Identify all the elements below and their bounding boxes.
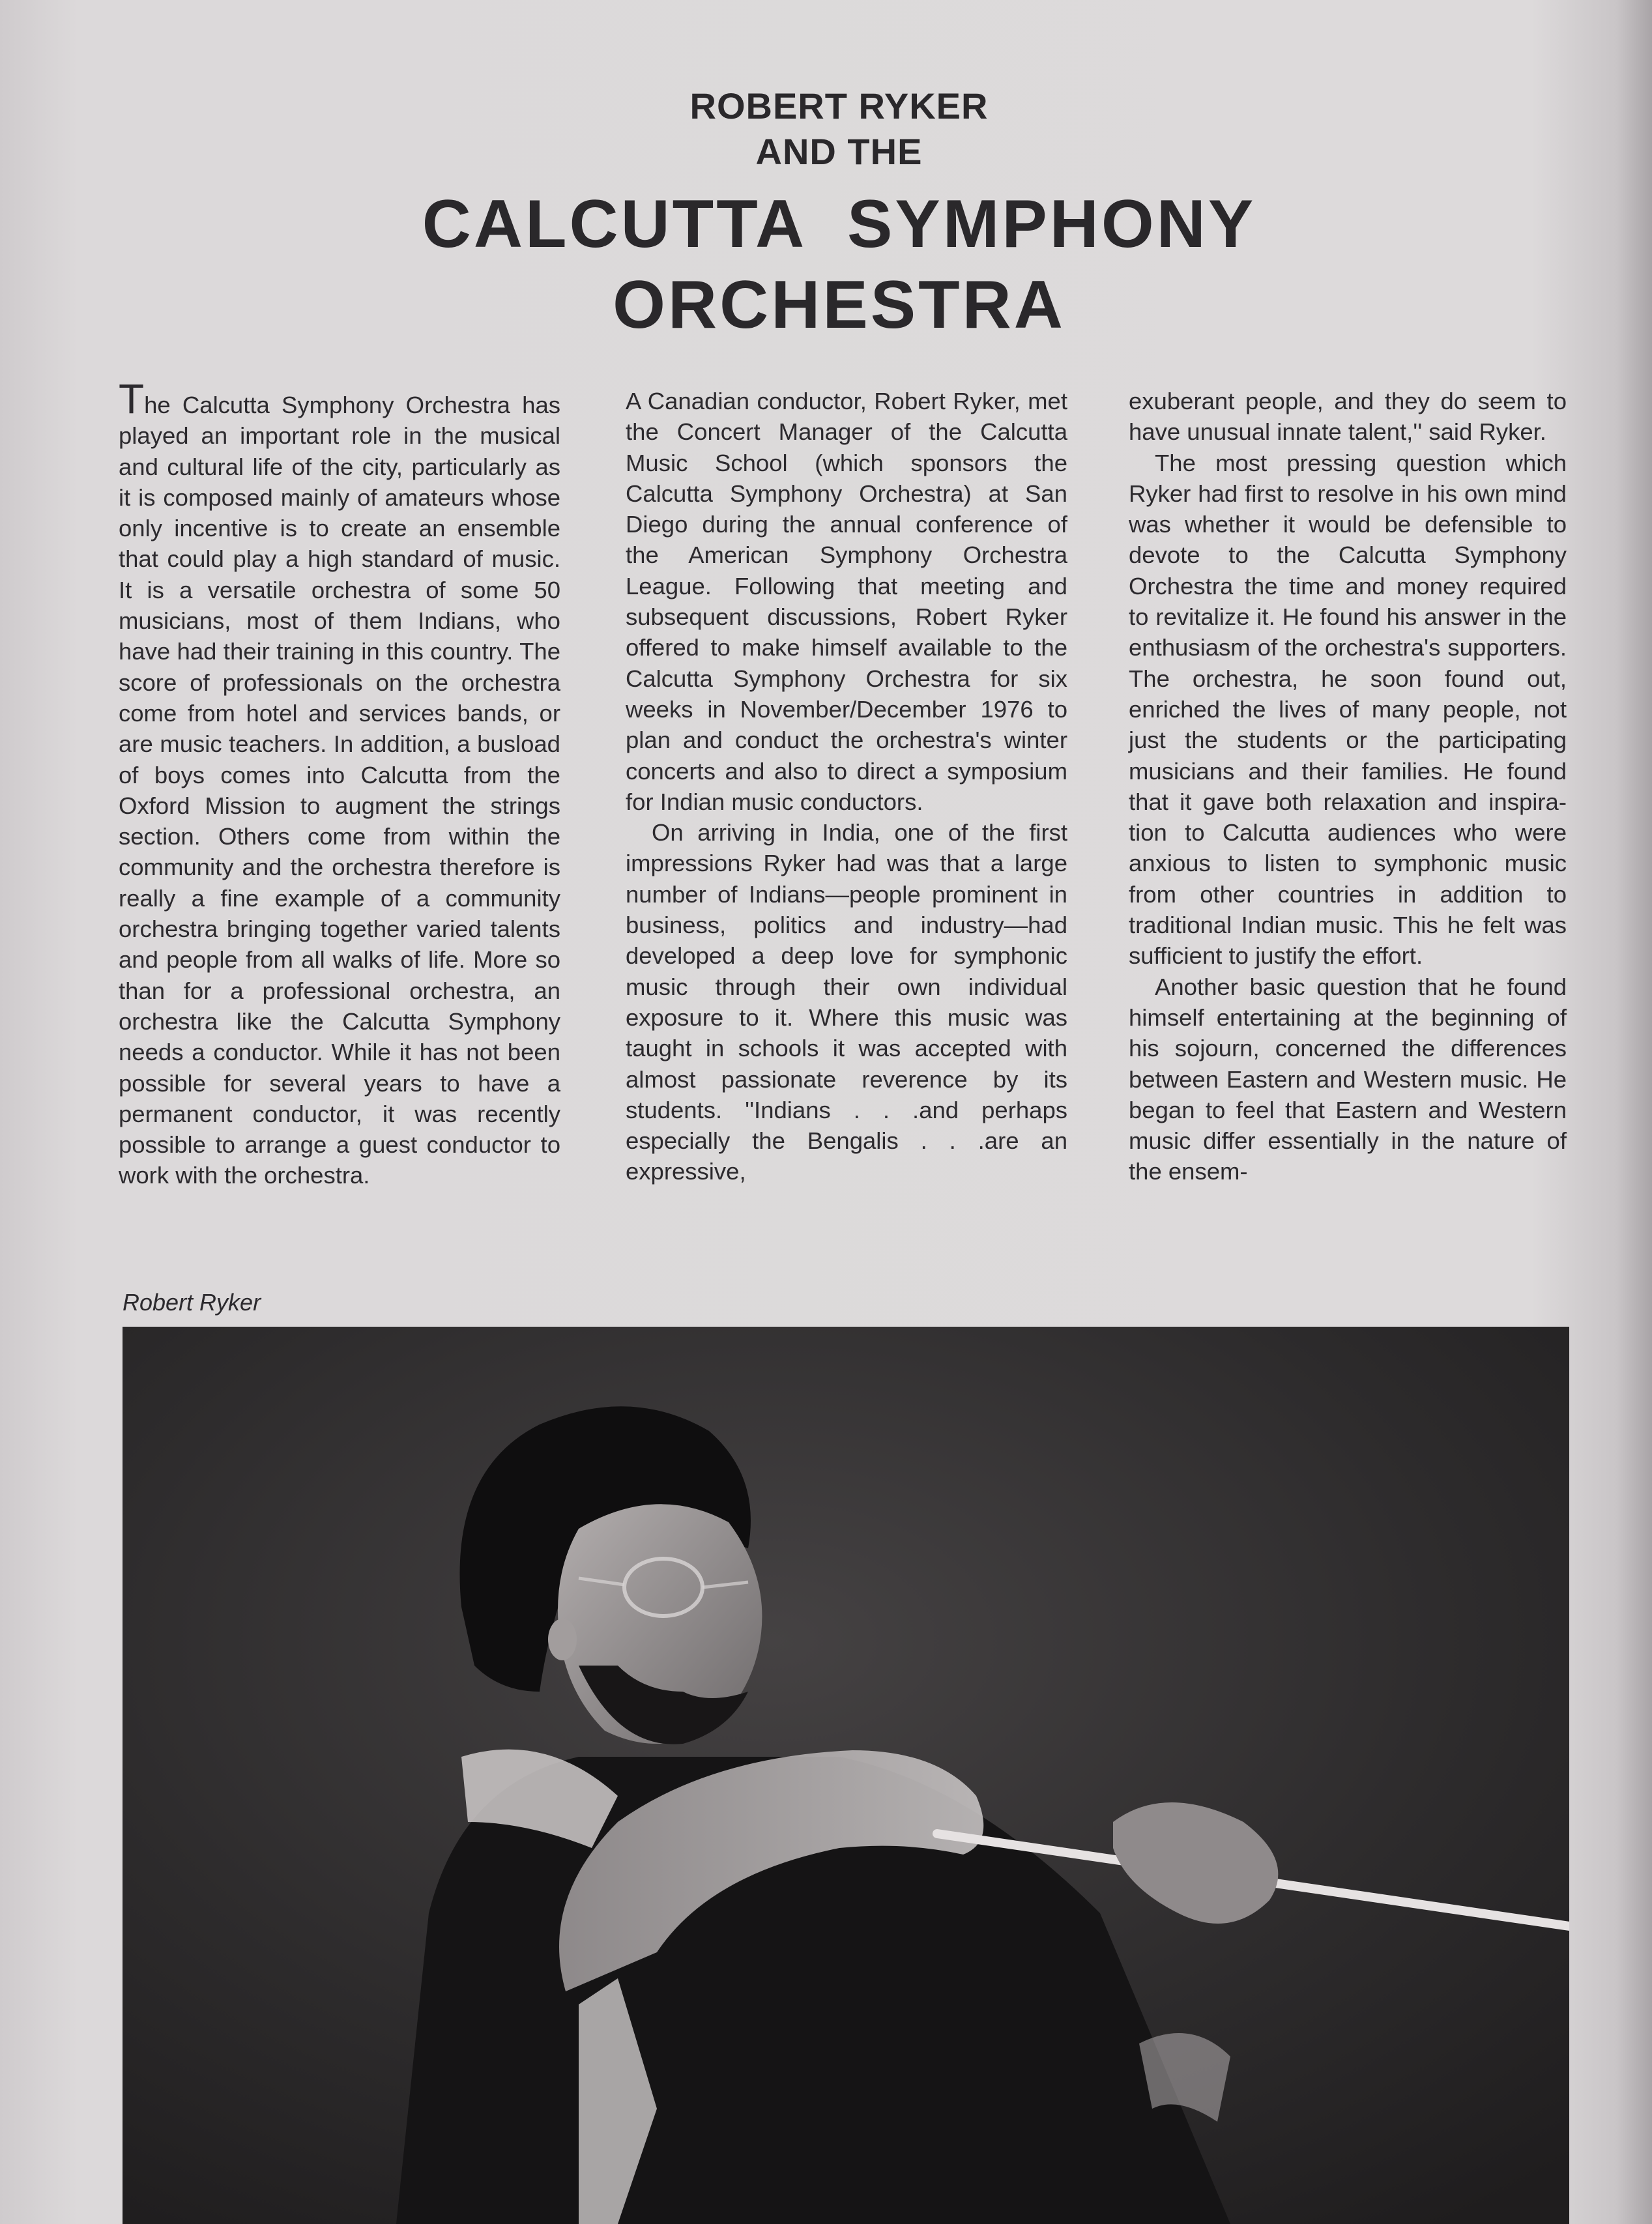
title-line-3: CALCUTTA SYMPHONY — [422, 186, 1256, 262]
paragraph: The most pressing question which Ryker had first to resolve in his own mind was whether it would be defensible to devote to the Calcutta Symphony Orchestra the time and money required to revitalize it. He found his answer in the enthusiasm of the orchestra's supporters. The orchestra, he soon found out, enriched the lives of many people, not just the students or the participating musicians and their families. He found that it gave both relaxation and inspiration to Calcutta audiences who were anxious to listen to symphonic music from other countries in addition to traditional Indian music. This he felt was sufficient to justify the effort. — [1129, 449, 1567, 970]
column-1 — [119, 375, 560, 1191]
title-line-2: AND THE — [755, 131, 923, 172]
photo-caption: Robert Ryker — [123, 1289, 261, 1316]
title-line-1: ROBERT RYKER — [689, 85, 989, 126]
paragraph-text: he Calcutta Symphony Orchestra has played an important role in the musical and cultural life of the city, particularly as it is composed mainly of amateurs whose only incentive is to create an ensemble that could play a high standard of music. It is a versatile orchestra of some 50 musicians, most of them Indians, who have had their training in this country. The score of professionals on the orchestra come from hotel and services bands, or are music teachers. In addition, a busload of boys comes into Calcutta from the Oxford Mission to augment the strings section. Others come from within the community and the orchestra therefore is really a fine example of a community orchestra bringing together varied talents and people from all walks of life. More so than for a professional orchestra, an orchestra like the Calcutta Symphony needs a conductor. While it has not been possible for several years to have a permanent conductor, it was recently possible to arrange a guest conductor to work with the orchestra. — [119, 392, 560, 1189]
column-2 — [626, 386, 1067, 1187]
article-title — [0, 83, 1652, 345]
conductor-photo-illustration — [123, 1327, 1569, 2224]
paragraph — [119, 375, 560, 1191]
paragraph: exuberant people, and they do seem to have unusual innate talent,'' said Ryker. — [1129, 388, 1567, 446]
paragraph: Another basic question that he found himself entertaining at the beginning of his sojourn, concerned the differences between Eastern and Western music. He began to feel that Eastern and Western music differ essentially in the nature of the ensem- — [1129, 973, 1567, 1185]
conductor-photo — [123, 1327, 1569, 2224]
column-3 — [1129, 386, 1567, 1187]
drop-cap: T — [119, 375, 145, 422]
paragraph: On arriving in India, one of the first impressions Ryker had was that a large number of Indians—people prominent in business, politics and industry—had developed a deep love for symphonic music through their own individual exposure to it. Where this music was taught in schools it was accepted with almost passionate reverence by its students. ''Indians . . .and perhaps especially the Bengalis . . .are an expressive, — [626, 819, 1067, 1185]
article-body — [119, 375, 1567, 1284]
title-line-4: ORCHESTRA — [613, 267, 1065, 343]
paragraph: A Canadian conductor, Robert Ryker, met the Concert Manager of the Calcutta Music School (which sponsors the Calcutta Symphony Orchestra) at San Diego during the annual conference of the American Symphony Orchestra League. Following that meeting and subsequent discussions, Robert Ryker offered to make himself available to the Calcutta Symphony Orchestra for six weeks in November/December 1976 to plan and conduct the orchestra's winter concerts and also to direct a symposium for Indian music conductors. — [626, 388, 1067, 815]
